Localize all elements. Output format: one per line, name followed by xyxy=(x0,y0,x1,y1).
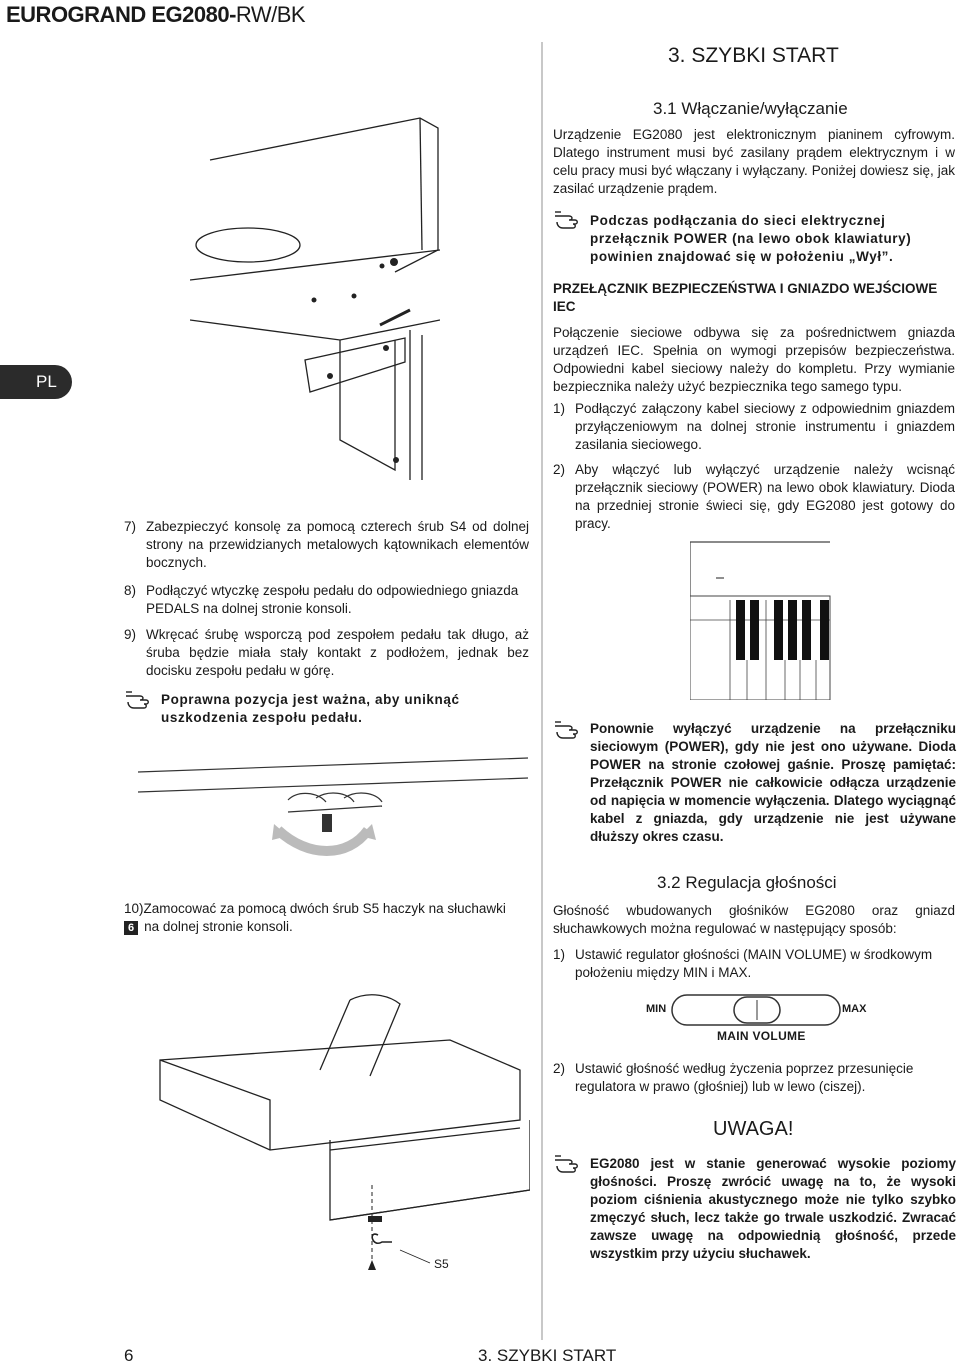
list-number: 1) xyxy=(553,947,566,962)
section-title: 3. SZYBKI START xyxy=(668,44,839,67)
list-text: Wkręcać śrubę wsporczą pod zespołem pedału tak długo, aż śruba będzie miała stały kontakt z podłożem, jednak bez docisku zespołu pedału w górę. xyxy=(146,627,529,678)
list-item xyxy=(124,626,529,680)
brand-title xyxy=(6,2,305,28)
subsection-title-3-2: 3.2 Regulacja głośności xyxy=(657,873,837,892)
list-text: Ustawić głośność według życzenia poprzez przesunięcie regulatora w prawo (głośniej) lub w lewo (ciszej). xyxy=(575,1061,914,1094)
pointing-hand-icon xyxy=(553,1154,583,1174)
brand-name: EUROGRAND EG2080- xyxy=(6,2,236,27)
volume-min-label: MIN xyxy=(646,1003,667,1015)
brand-model: RW/BK xyxy=(235,2,306,27)
part-badge: 6 xyxy=(124,921,138,935)
list-number: 2) xyxy=(553,1061,566,1076)
list-item xyxy=(553,1060,955,1096)
headphone-hook-illustration xyxy=(150,980,530,1280)
main-volume-label: MAIN VOLUME xyxy=(717,1029,806,1043)
footer-section: 3. SZYBKI START xyxy=(478,1346,617,1365)
list-item xyxy=(553,461,955,533)
intro-paragraph: Urządzenie EG2080 jest elektronicznym pianinem cyfrowym. Dlatego instrument musi być zasilany prądem elektrycznym i w celu pracy musi być włączany i wyłączany. Poniżej dowiesz się, jak zasilać urządzenie prądem. xyxy=(553,127,955,196)
list-item xyxy=(124,518,529,572)
list-number: 10) xyxy=(124,901,144,916)
list-number: 1) xyxy=(553,401,566,416)
list-text-cont: na dolnej stronie konsoli. xyxy=(144,919,293,934)
list-text: Ustawić regulator głośności (MAIN VOLUME) w środkowym położeniu między MIN i MAX. xyxy=(575,947,933,980)
volume-intro: Głośność wbudowanych głośników EG2080 oraz gniazd słuchawkowych można regulować w następujący sposób: xyxy=(553,903,955,936)
subsection-title-3-1: 3.1 Włączanie/wyłączanie xyxy=(653,99,848,118)
volume-max-label: MAX xyxy=(842,1003,867,1015)
iec-subheading: PRZEŁĄCZNIK BEZPIECZEŃSTWA I GNIAZDO WEJŚCIOWE IEC xyxy=(553,281,938,314)
list-number: 8) xyxy=(124,583,137,598)
pedal-note: Poprawna pozycja jest ważna, aby uniknąć uszkodzenia zespołu pedału. xyxy=(161,692,460,725)
pointing-hand-icon xyxy=(553,210,583,230)
pointing-hand-icon xyxy=(553,720,583,740)
list-number: 2) xyxy=(553,462,566,477)
pointing-hand-icon xyxy=(124,690,154,710)
pedal-assembly-illustration xyxy=(138,740,528,860)
list-text: Zabezpieczyć konsolę za pomocą czterech śrub S4 od dolnej strony na przewidzianych metalowych kątownikach elementów bocznych. xyxy=(146,519,529,570)
list-number: 9) xyxy=(124,627,137,642)
console-assembly-illustration xyxy=(190,100,440,480)
language-tab-label: PL xyxy=(36,372,57,391)
s5-label: S5 xyxy=(434,1257,449,1271)
list-text: Aby włączyć lub wyłączyć urządzenie należy wcisnąć przełącznik sieciowy (POWER) na lewo obok klawiatury. Dioda na przedniej stronie świeci się, gdy EG2080 jest gotowy do pracy. xyxy=(575,462,955,531)
list-text: Podłączyć załączony kabel sieciowy z odpowiednim gniazdem przyłączeniowym na dolnej stronie instrumentu i gniazdem zasilania sieciowego. xyxy=(575,401,955,452)
column-divider xyxy=(541,42,543,1340)
list-text: Podłączyć wtyczkę zespołu pedału do odpowiedniego gniazda PEDALS na dolnej stronie konsoli. xyxy=(146,583,519,616)
language-tab xyxy=(0,365,72,399)
list-item xyxy=(553,946,955,982)
list-item xyxy=(553,400,955,454)
power-note: Podczas podłączania do sieci elektrycznej przełącznik POWER (na lewo obok klawiatury) powinien znajdować się w położeniu „Wył”. xyxy=(590,213,912,264)
page-number: 6 xyxy=(124,1346,134,1365)
keyboard-illustration xyxy=(690,540,840,700)
list-number: 7) xyxy=(124,519,137,534)
list-text: Zamocować za pomocą dwóch śrub S5 haczyk na słuchawki xyxy=(143,901,506,916)
iec-paragraph: Połączenie sieciowe odbywa się za pośrednictwem gniazda urządzeń IEC. Spełnia on wymogi przepisów bezpieczeństwa. Odpowiedni kabel sieciowy należy do kompletu. Przy wymianie bezpiecznika należy użyć bezpiecznika tego samego typu. xyxy=(553,325,955,394)
list-item xyxy=(124,582,529,618)
power-off-note: Ponownie wyłączyć urządzenie na przełączniku sieciowym (POWER), gdy nie jest ono używane. Dioda POWER na stronie czołowej gaśnie. Proszę pamiętać: Przełącznik POWER nie całkowicie odłącza urządzenie od napięcia w momencie wyłączenia. Dlatego wyciągnąć kabel z gniazda, gdy urządzenie nie jest używane dłuższy okres czasu. xyxy=(590,721,956,844)
warning-title: UWAGA! xyxy=(713,1118,794,1140)
warning-text: EG2080 jest w stanie generować wysokie poziomy głośności. Proszę zwrócić uwagę na to, że wysoki poziom ciśnienia akustycznego może nie tylko szybko zmęczyć słuch, lecz także go trwale uszkodzić. Zwracać zawsze uwagę na odpowiednią głośność, przede wszystkim przy użyciu słuchawek. xyxy=(590,1156,956,1261)
list-item xyxy=(124,900,534,936)
